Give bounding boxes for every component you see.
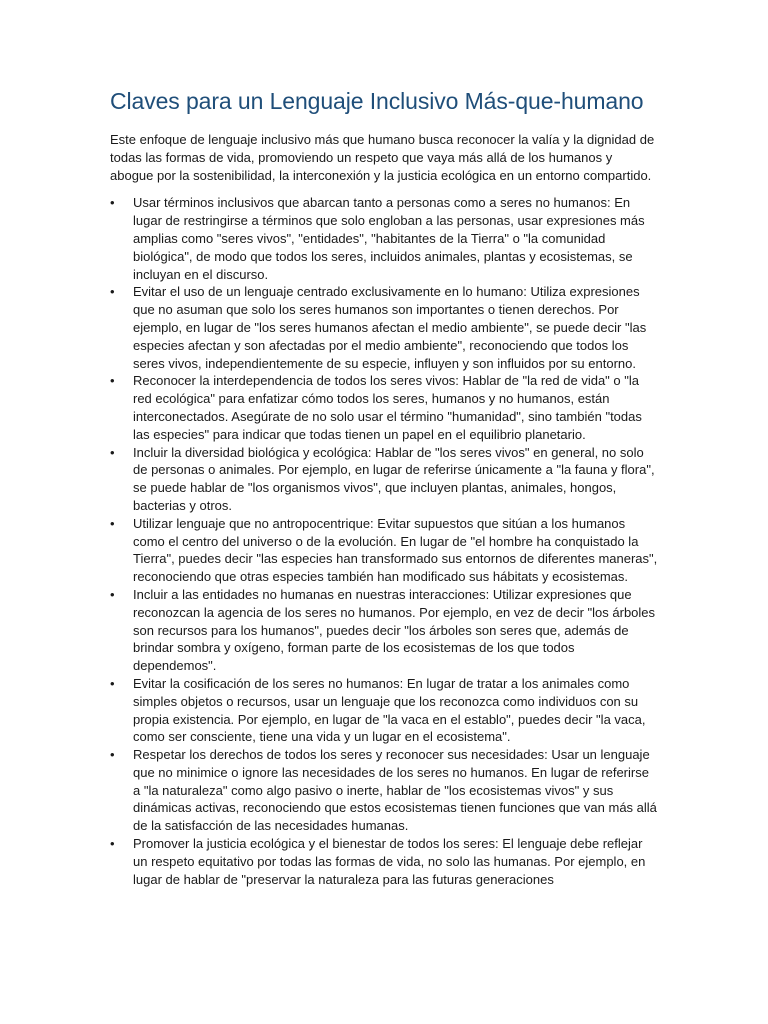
list-item-text: Incluir la diversidad biológica y ecológica: Hablar de "los seres vivos" en general, no solo de personas o animales. Por ejemplo, en lugar de referirse únicamente a "la fauna y flora", se puede hablar de "los organismos vivos", que incluyen plantas, animales, hongos, bacterias y otros. (133, 444, 655, 513)
list-item (110, 194, 658, 283)
list-item (110, 444, 658, 515)
document-page (110, 84, 658, 888)
bullet-icon: • (110, 515, 115, 531)
list-item-text: Utilizar lenguaje que no antropocentrique: Evitar supuestos que sitúan a los humanos como el centro del universo o de la evolución. En lugar de "el hombre ha conquistado la Tierra", puedes decir "las especies han transformado sus entornos de diferentes maneras", reconociendo que otras especies también han modificado sus hábitats y ecosistemas. (133, 515, 658, 585)
list-item-text: Evitar la cosificación de los seres no humanos: En lugar de tratar a los animales como simples objetos o recursos, usar un lenguaje que los reconozca como individuos con su propia existencia. Por ejemplo, en lugar de "la vaca en el establo", puedes decir "la vaca, como ser consciente, tiene una vida y un lugar en el ecosistema". (133, 675, 646, 745)
list-item-text: Respetar los derechos de todos los seres y reconocer sus necesidades: Usar un lenguaje que no minimice o ignore las necesidades de los seres no humanos. En lugar de referirse a "la naturaleza" como algo pasivo o inerte, hablar de "los ecosistemas vivos" y sus dinámicas activas, reconociendo que estos ecosistemas tienen funciones que van más allá de la satisfacción de las necesidades humanas. (133, 747, 657, 834)
list-item (110, 372, 658, 443)
list-item-text: Reconocer la interdependencia de todos los seres vivos: Hablar de "la red de vida" o "la red ecológica" para enfatizar cómo todos los seres, humanos y no humanos, están interconectados. Asegúrate de no solo usar el término "humanidad", sino también "todas las especies" para indicar que todas tienen un papel en el equilibrio planetario. (133, 373, 642, 442)
intro-paragraph: Este enfoque de lenguaje inclusivo más que humano busca reconocer la valía y la dignidad de todas las formas de vida, promoviendo un respeto que vaya más allá de los humanos y abogue por la sostenibilidad, la interconexión y la justicia ecológica en un entorno compartido. (110, 132, 655, 183)
list-item (110, 515, 658, 586)
list-item (110, 283, 658, 372)
bullet-icon: • (110, 444, 115, 460)
bullet-icon: • (110, 586, 115, 602)
list-item-text: Promover la justicia ecológica y el bienestar de todos los seres: El lenguaje debe reflejar un respeto equitativo por todas las formas de vida, no solo las humanas. Por ejemplo, en lugar de hablar de "preservar la naturaleza para las futuras generaciones (133, 836, 646, 887)
bullet-icon: • (110, 373, 115, 389)
list-item (110, 586, 658, 675)
bullet-list (110, 194, 658, 888)
list-item (110, 746, 658, 835)
bullet-icon: • (110, 747, 115, 763)
list-item-text: Incluir a las entidades no humanas en nuestras interacciones: Utilizar expresiones que reconozcan la agencia de los seres no humanos. Por ejemplo, en vez de decir "los árboles son recursos para los humanos", puedes decir "los árboles son seres que, además de brindar sombra y oxígeno, forman parte de los ecosistemas de los que todos dependemos". (133, 586, 656, 674)
list-item-text: Usar términos inclusivos que abarcan tanto a personas como a seres no humanos: En lugar de restringirse a términos que solo engloban a las personas, usar expresiones más amplias como "seres vivos", "entidades", "habitantes de la Tierra" o "la comunidad biológica", de modo que todos los seres, incluidos animales, plantas y ecosistemas, se incluyan en el discurso. (133, 195, 645, 282)
bullet-icon: • (110, 195, 115, 211)
bullet-icon: • (110, 836, 115, 852)
bullet-icon: • (110, 284, 115, 300)
bullet-icon: • (110, 675, 115, 691)
list-item (110, 675, 658, 746)
list-item-text: Evitar el uso de un lenguaje centrado exclusivamente en lo humano: Utiliza expresiones que no asuman que solo los seres humanos son importantes o tienen derechos. Por ejemplo, en lugar de "los seres humanos afectan el medio ambiente", se puede decir "las especies afectan y son afectadas por el medio ambiente", reconociendo que todos los seres vivos, independientemente de su especie, influyen y son influidos por su entorno. (133, 284, 647, 371)
list-item (110, 835, 658, 888)
document-title: Claves para un Lenguaje Inclusivo Más-que-humano (110, 88, 644, 114)
